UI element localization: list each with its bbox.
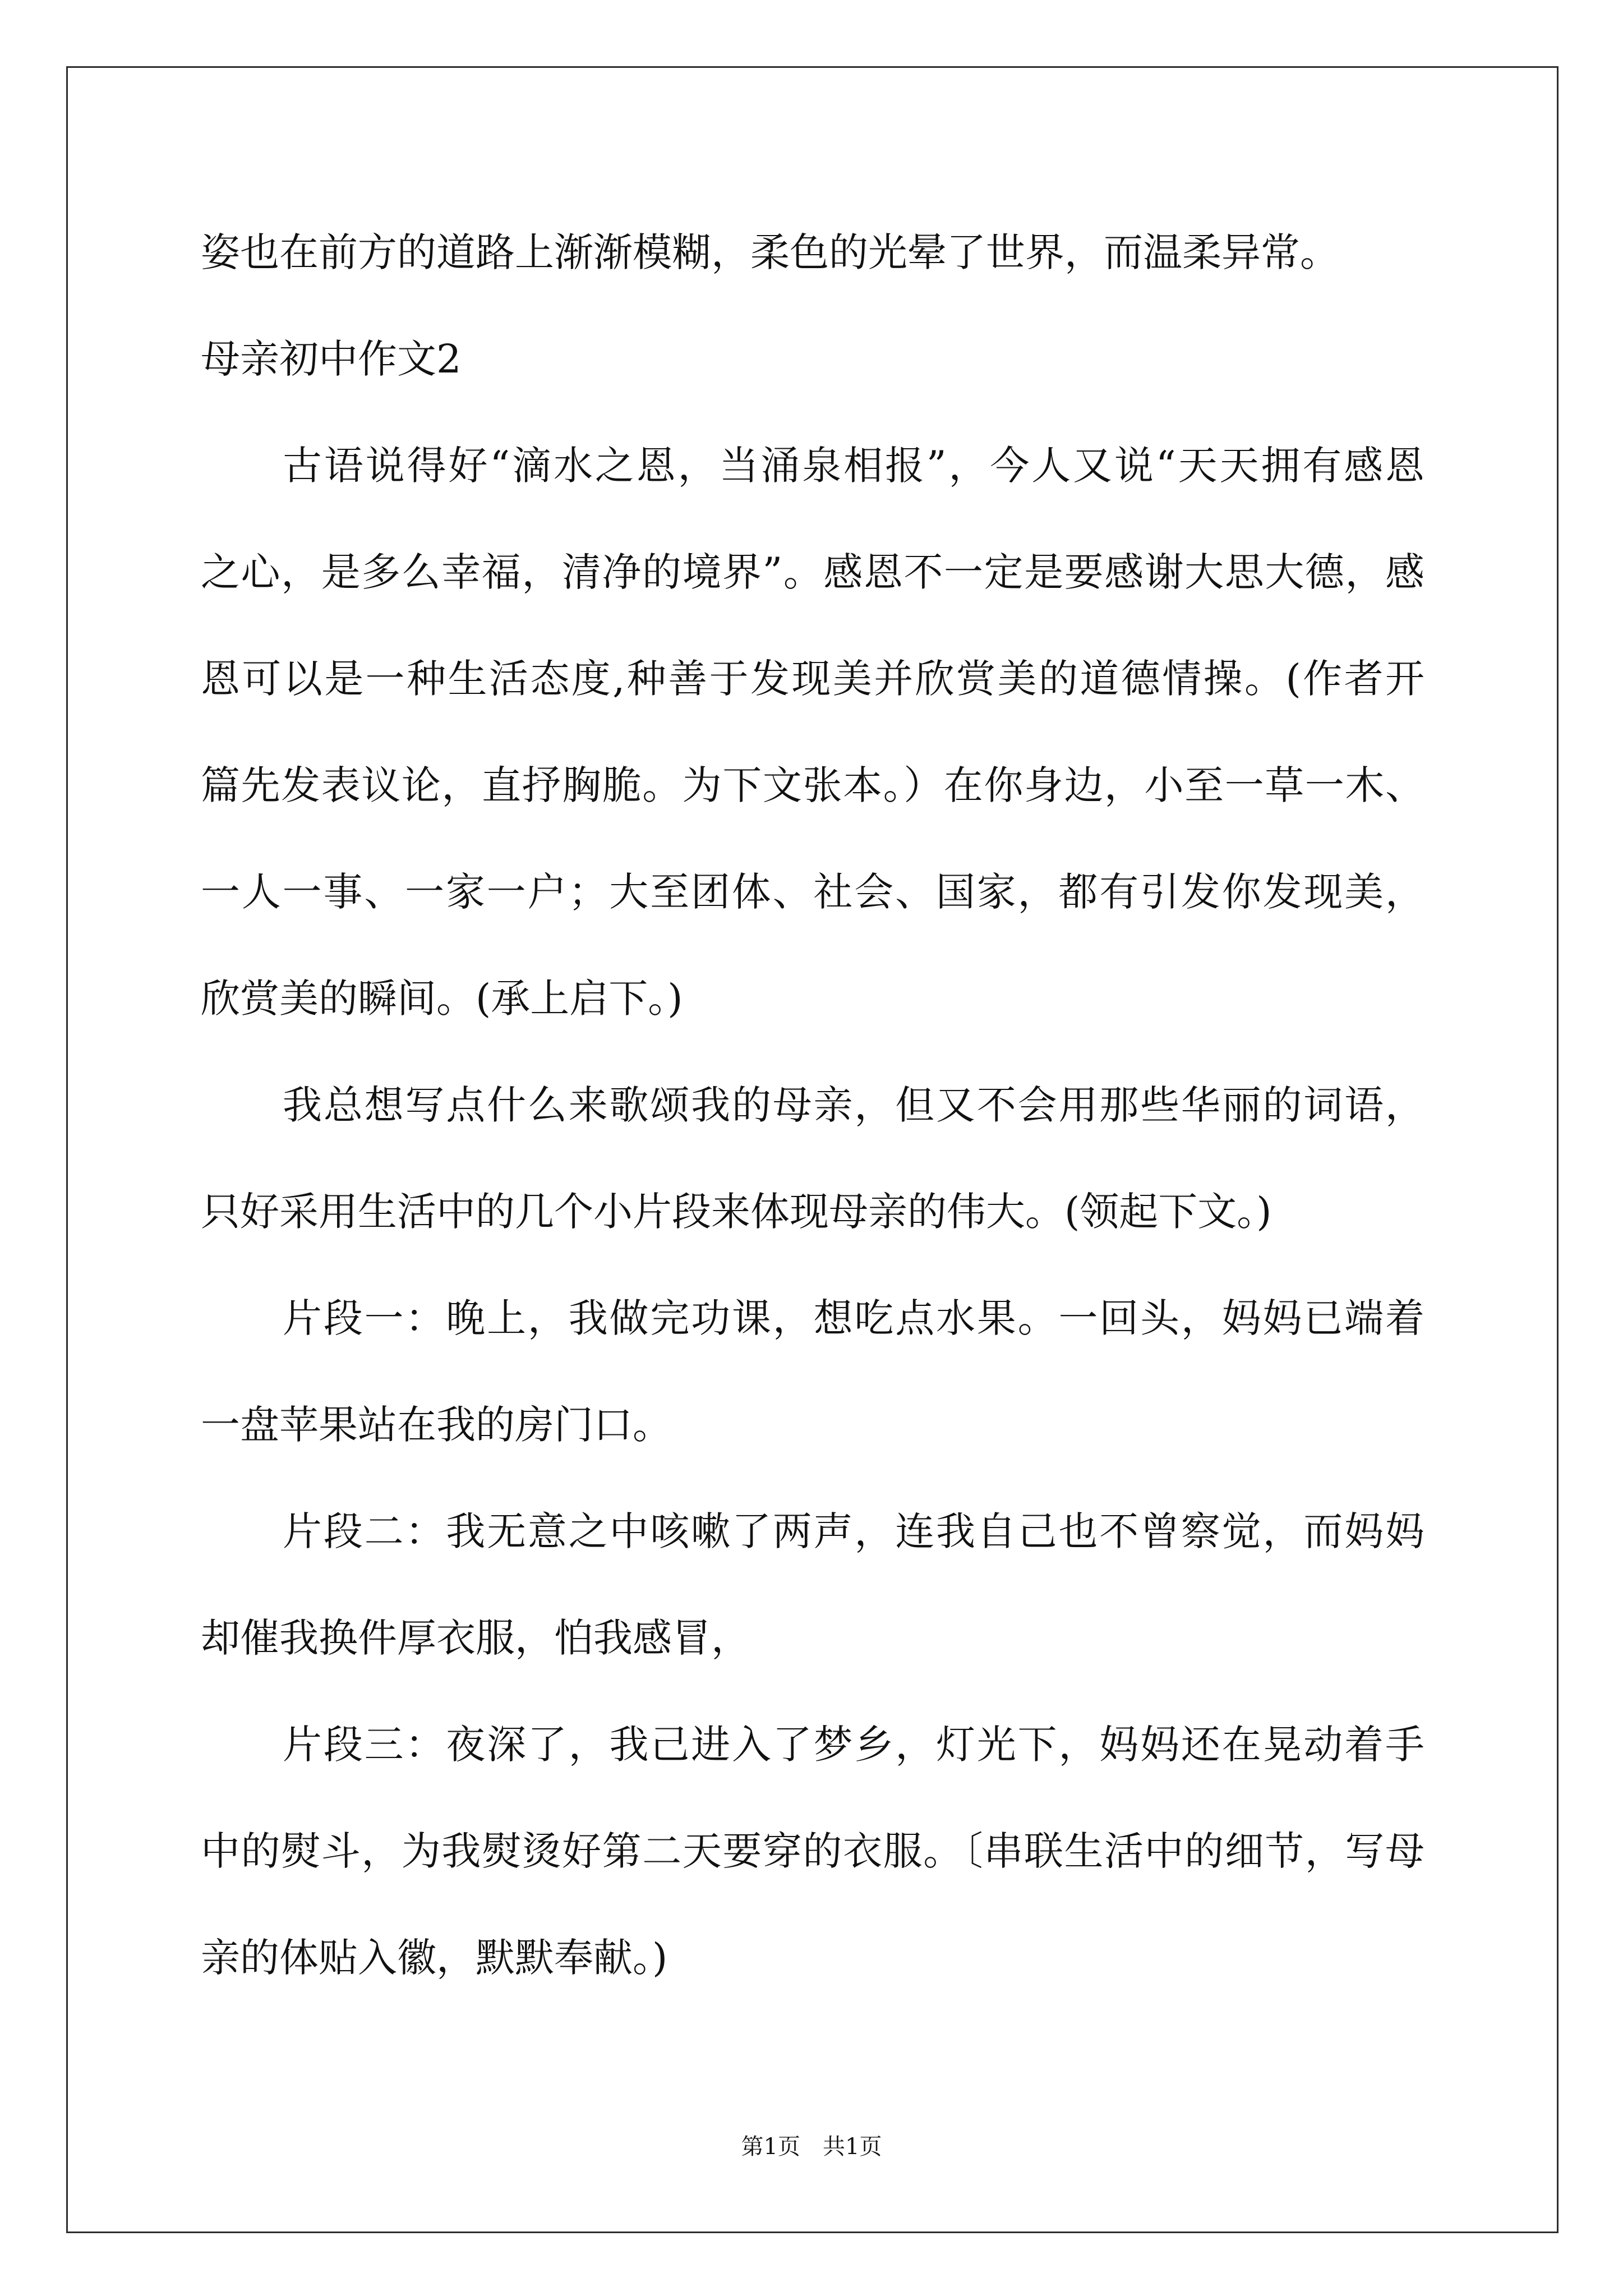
- paragraph-line: 篇先发表议论，直抒胸脆。为下文张本。）在你身边，小至一草一木、: [201, 762, 1424, 808]
- paragraph-fragment-three: [201, 1691, 1424, 2011]
- paragraph-line: 一盘苹果站在我的房门口。: [201, 1402, 672, 1448]
- continued-paragraph: [201, 199, 1424, 306]
- paragraph-fragment-one: [201, 1265, 1424, 1478]
- paragraph-line: 恩可以是一种生活态度,种善于发现美并欣赏美的道德情操。(作者开: [201, 656, 1424, 702]
- paragraph-line: 古语说得好“滴水之恩，当涌泉相报”，今人又说“天天拥有感恩: [283, 443, 1424, 489]
- paragraph-fragment-two: [201, 1478, 1424, 1691]
- paragraph-intro: [201, 412, 1424, 1052]
- paragraph-line: 我总想写点什么来歌颂我的母亲，但又不会用那些华丽的词语，: [283, 1082, 1424, 1128]
- paragraph-line: 只好采用生活中的几个小片段来体现母亲的伟大。(领起下文。): [201, 1189, 1272, 1235]
- paragraph-line: 中的熨斗，为我熨烫好第二天要穿的衣服。〔串联生活中的细节，写母: [201, 1828, 1424, 1874]
- paragraph-lead-in: [201, 1052, 1424, 1265]
- page-number: 第1页: [741, 2134, 800, 2160]
- document-body: [201, 199, 1424, 2011]
- paragraph-line: 片段三：夜深了，我己进入了梦乡，灯光下，妈妈还在晃动着手: [283, 1722, 1424, 1768]
- essay-title-text: 母亲初中作文2: [201, 336, 462, 382]
- paragraph-line: 片段二：我无意之中咳嗽了两声，连我自己也不曾察觉，而妈妈: [283, 1508, 1424, 1554]
- paragraph-line: 姿也在前方的道路上渐渐模糊，柔色的光晕了世界，而温柔异常。: [201, 229, 1339, 275]
- paragraph-line: 亲的体贴入徽，默默奉献。): [201, 1935, 668, 1981]
- paragraph-line: 欣赏美的瞬间。(承上启下。): [201, 976, 683, 1022]
- page-footer: [0, 2130, 1623, 2164]
- paragraph-line: 片段一：晚上，我做完功课，想吃点水果。一回头，妈妈已端着: [283, 1295, 1424, 1341]
- essay-title: [201, 306, 1424, 412]
- paragraph-line: 一人一事、一家一户；大至团体、社会、国家，都有引发你发现美，: [201, 869, 1424, 915]
- paragraph-line: 之心，是多么幸福，清净的境界”。感恩不一定是要感谢大思大德，感: [201, 549, 1424, 595]
- paragraph-line: 却催我换件厚衣服，怕我感冒，: [201, 1615, 750, 1661]
- page-total: 共1页: [823, 2134, 882, 2160]
